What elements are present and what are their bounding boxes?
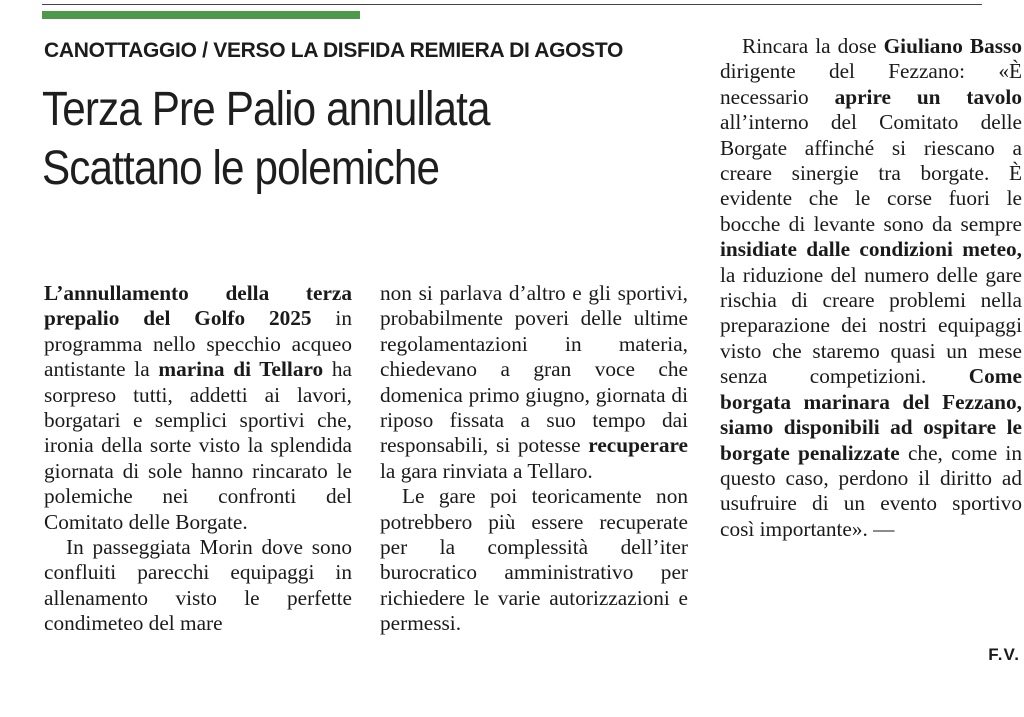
top-rule — [42, 4, 982, 5]
bold-run: Come borgata marinara del Fezzano, siamo disponibili ad ospitare le borgate penalizzate — [720, 364, 1022, 465]
text-run: in programma nello specchio acqueo antistante la — [44, 306, 352, 382]
paragraph — [720, 34, 1022, 542]
text-run: Rincara la dose — [742, 34, 884, 58]
headline — [42, 80, 551, 198]
paragraph — [44, 281, 352, 535]
headline-line-1: Terza Pre Palio annullata — [42, 83, 490, 136]
bold-run: recuperare — [588, 433, 688, 458]
kicker: CANOTTAGGIO / VERSO LA DISFIDA REMIERA DI AGOSTO — [44, 39, 624, 62]
text-run: la riduzione del numero delle gare rischia di creare problemi nella preparazione dei nostri equipaggi visto che staremo quasi un mese senza competizioni. — [720, 262, 1022, 389]
bold-run: aprire un tavolo — [834, 84, 1022, 109]
text-run: ha sorpreso tutti, addetti ai lavori, borgatari e semplici sportivi che, ironia della sorte visto la splendida giornata di sole hanno rincarato le polemiche nei confronti del Comitato delle Borgate. — [44, 357, 352, 534]
text-run: che, come in questo caso, perdono il diritto ad usufruire di un evento sportivo così importante». — — [720, 440, 1022, 541]
article-column-2 — [380, 281, 688, 637]
article-column-3 — [720, 34, 1022, 542]
text-run: la gara rinviata a Tellaro. — [380, 458, 593, 483]
text-run: dirigente del Fezzano: «È necessario — [720, 59, 1022, 109]
section-color-bar — [42, 11, 360, 19]
bold-lead: L’annullamento della terza prepalio del Golfo 2025 — [44, 281, 352, 331]
bold-run: marina di Tellaro — [158, 357, 324, 382]
bold-run: Giuliano Basso — [883, 34, 1022, 58]
headline-line-2: Scattano le polemiche — [42, 142, 440, 195]
paragraph — [380, 281, 688, 484]
bold-run: insidiate dalle condizioni meteo, — [720, 237, 1022, 262]
text-run: non si parlava d’altro e gli sportivi, probabilmente poveri delle ultime regolamentazioni in materia, chiedevano a gran voce che domenica primo giugno, giornata di riposo fissata a suo tempo dai responsabili, si potesse — [380, 281, 688, 458]
paragraph: Le gare poi teoricamente non potrebbero più essere recuperate per la complessità dell’iter burocratico amministrativo per richiedere le varie autorizzazioni e permessi. — [380, 484, 688, 636]
article-column-1 — [44, 281, 352, 637]
author-signature: F.V. — [988, 645, 1020, 664]
text-run: all’interno del Comitato delle Borgate affinché si riescano a creare sinergie tra borgate. È evidente che le corse fuori le bocche di levante sono da sempre — [720, 110, 1022, 236]
paragraph: In passeggiata Morin dove sono confluiti parecchi equipaggi in allenamento visto le perfette condimeteo del mare — [44, 535, 352, 636]
